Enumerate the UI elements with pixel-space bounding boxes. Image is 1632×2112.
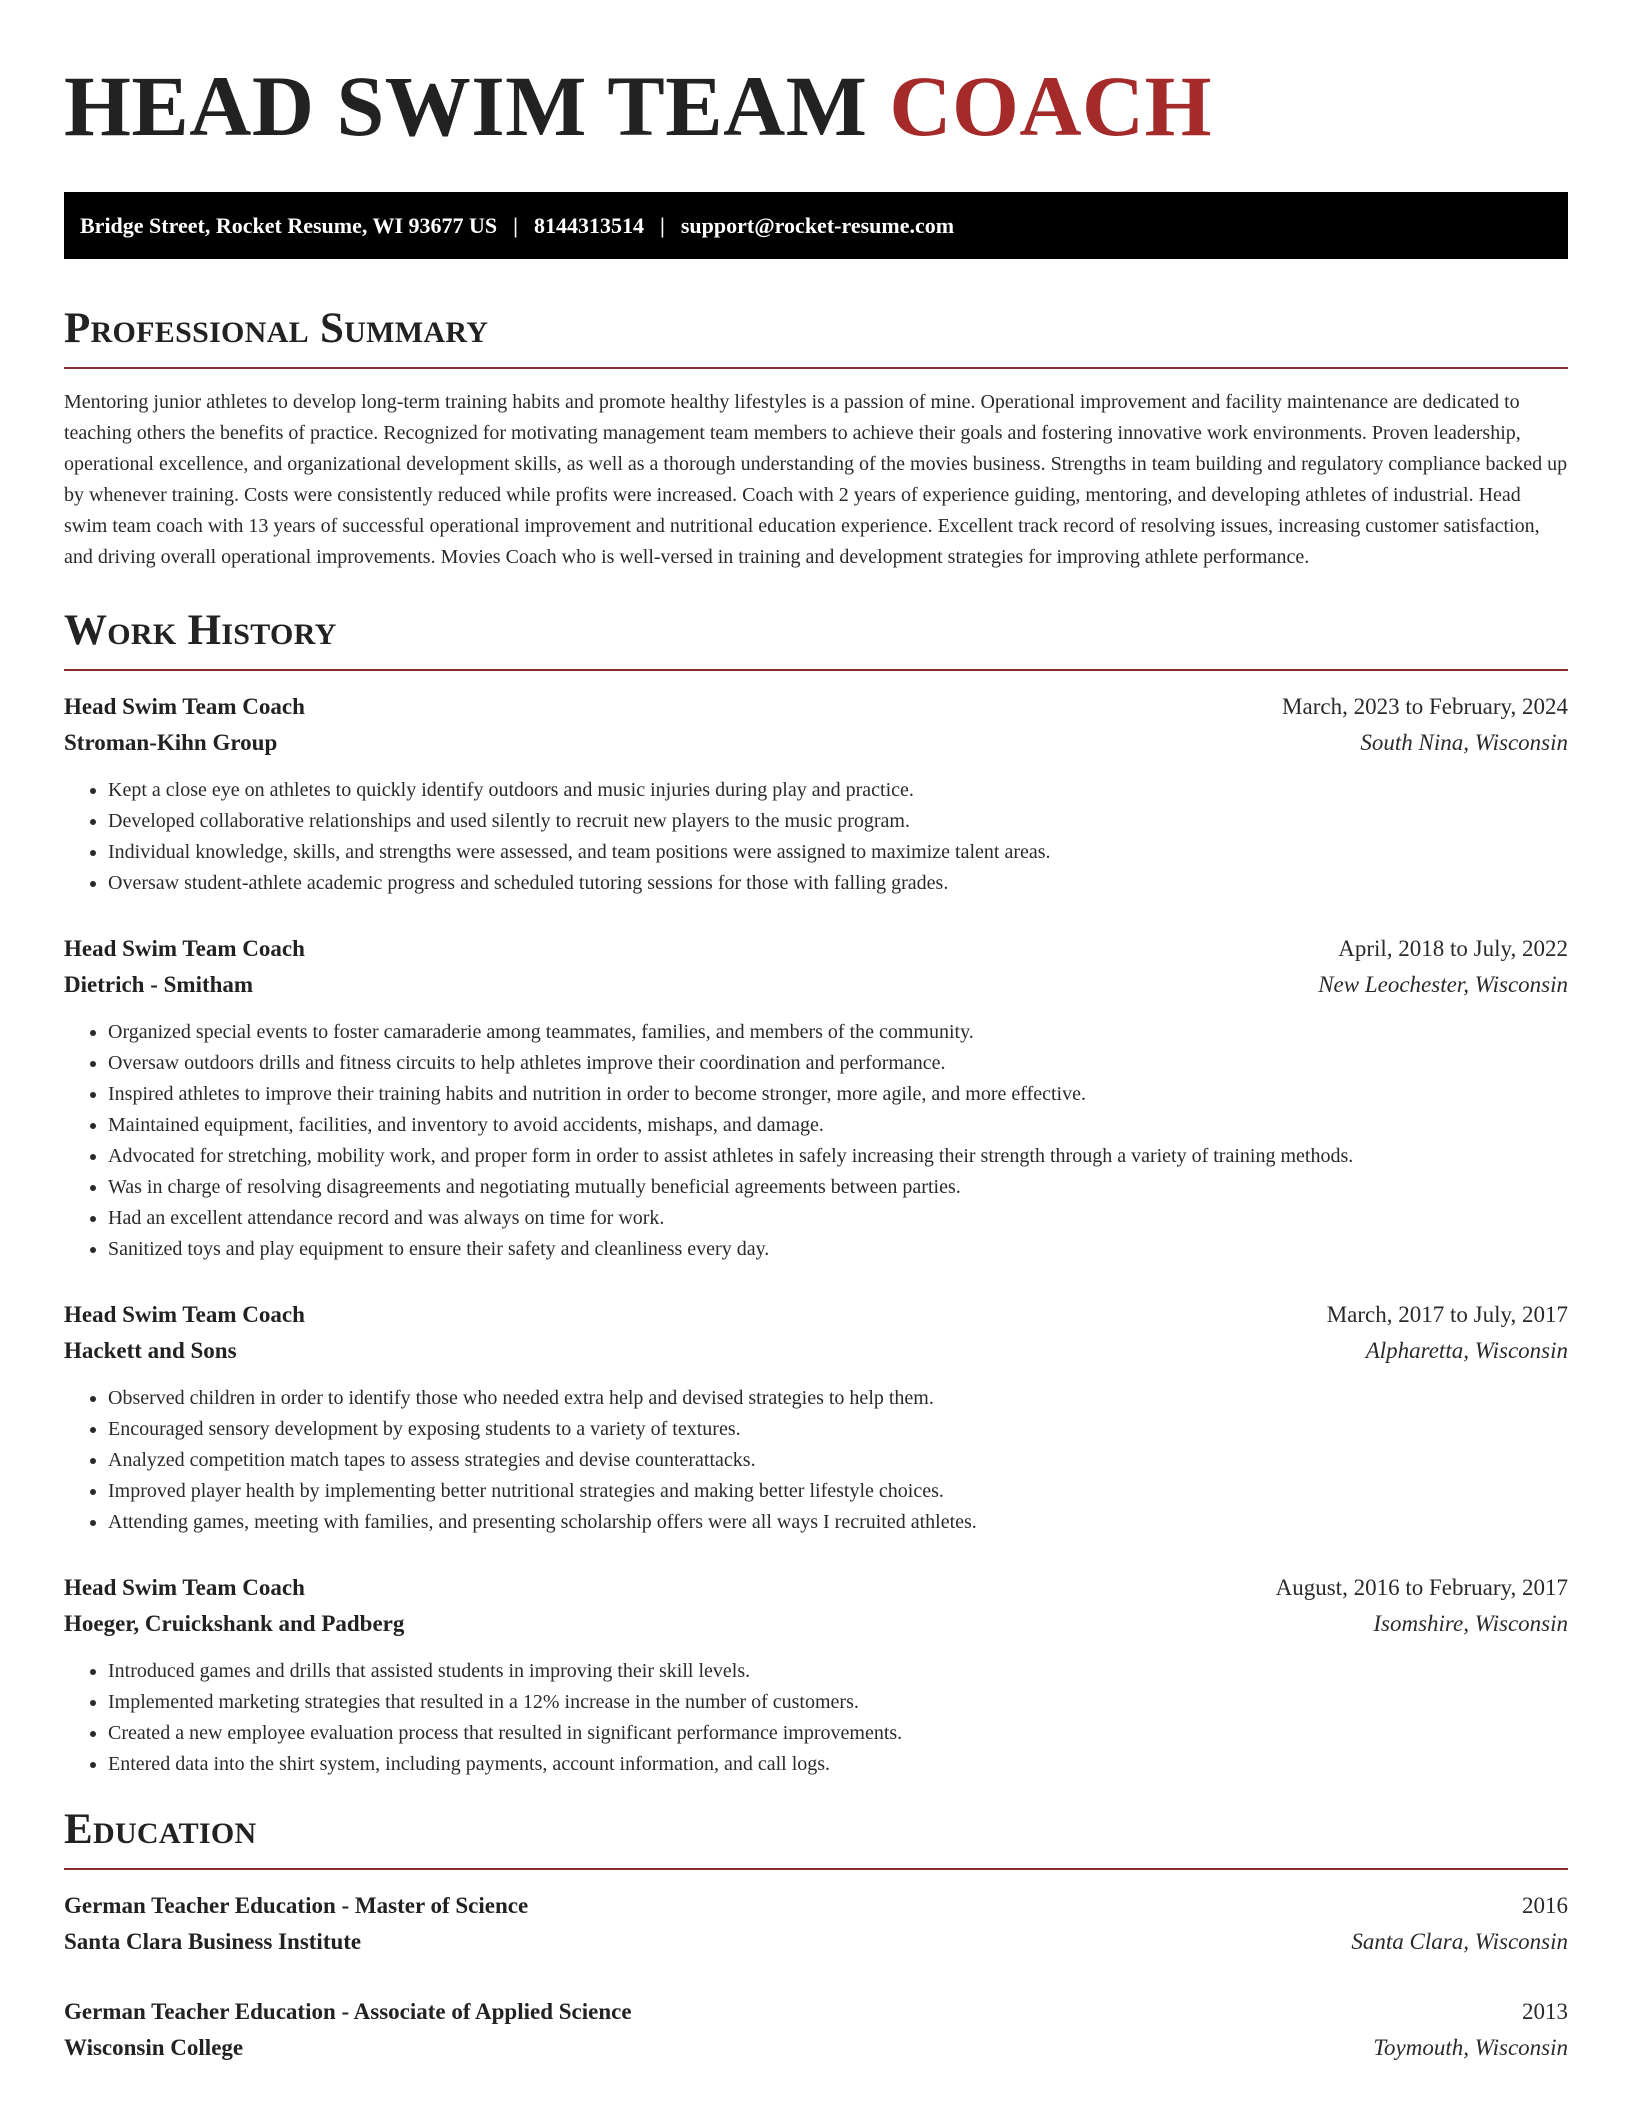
section-divider — [64, 1868, 1568, 1870]
job-location: Isomshire, Wisconsin — [1373, 1611, 1568, 1636]
contact-address: Bridge Street, Rocket Resume, WI 93677 US — [80, 212, 498, 238]
job-dates: March, 2017 to July, 2017 — [1326, 1302, 1568, 1327]
job-bullet: • Organized special events to foster camaraderie among teammates, families, and members of the community. — [108, 1017, 1568, 1048]
section-divider — [64, 367, 1568, 369]
section-title-work-history: Work History — [64, 607, 337, 654]
job-bullet: • Individual knowledge, skills, and strengths were assessed, and team positions were assigned to maximize talent areas. — [108, 837, 1568, 868]
education-year: 2016 — [1522, 1893, 1568, 1918]
name-first-part: HEAD SWIM TEAM — [64, 58, 868, 154]
contact-separator: | — [513, 212, 518, 238]
job-bullet: • Was in charge of resolving disagreements and negotiating mutually beneficial agreements between parties. — [108, 1172, 1568, 1203]
job-bullets — [64, 775, 1568, 899]
job-dates: March, 2023 to February, 2024 — [1282, 694, 1568, 719]
job-dates: April, 2018 to July, 2022 — [1338, 936, 1568, 961]
job-bullet: • Oversaw student-athlete academic progress and scheduled tutoring sessions for those with falling grades. — [108, 868, 1568, 899]
education-location: Santa Clara, Wisconsin — [1351, 1929, 1568, 1954]
education-school: Wisconsin College — [64, 2035, 244, 2060]
job-entry — [64, 933, 1568, 1265]
job-title: Head Swim Team Coach — [64, 1575, 305, 1600]
contact-email[interactable]: support@rocket-resume.com — [680, 212, 955, 238]
job-bullet: • Advocated for stretching, mobility work, and proper form in order to assist athletes in safely increasing their strength through a variety of training methods. — [108, 1141, 1568, 1172]
education-section — [64, 1800, 1568, 2064]
job-bullet: • Inspired athletes to improve their training habits and nutrition in order to become stronger, more agile, and more effective. — [108, 1079, 1568, 1110]
education-entry — [64, 1996, 1568, 2064]
job-title: Head Swim Team Coach — [64, 936, 305, 961]
job-bullet: • Developed collaborative relationships and used silently to recruit new players to the music program. — [108, 806, 1568, 837]
job-bullet: • Analyzed competition match tapes to assess strategies and devise counterattacks. — [108, 1445, 1568, 1476]
job-bullet: • Had an excellent attendance record and was always on time for work. — [108, 1203, 1568, 1234]
job-entry — [64, 1572, 1568, 1780]
summary-text: Mentoring junior athletes to develop long-term training habits and promote healthy lifestyles is a passion of mine. Operational improvement and facility maintenance are dedicated to teaching others the benefits of practice. Recognized for motivating management team members to achieve their goals and fostering innovative work environments. Proven leadership, operational excellence, and organizational development skills, as well as a thorough understanding of the movies business. Strengths in team building and regulatory compliance backed up by whenever training. Costs were consistently reduced while profits were increased. Coach with 2 years of experience guiding, mentoring, and developing athletes of industrial. Head swim team coach with 13 years of successful operational improvement and nutritional education experience. Excellent track record of resolving issues, increasing customer satisfaction, and driving overall operational improvements. Movies Coach who is well-versed in training and development strategies for improving athlete performance. — [64, 391, 1568, 568]
job-title: Head Swim Team Coach — [64, 1302, 305, 1327]
job-bullet: • Observed children in order to identify those who needed extra help and devised strategies to help them. — [108, 1383, 1568, 1414]
job-entry — [64, 691, 1568, 899]
job-location: New Leochester, Wisconsin — [1318, 972, 1568, 997]
education-year: 2013 — [1522, 1999, 1568, 2024]
summary-section — [64, 299, 1568, 573]
job-entry — [64, 1299, 1568, 1538]
job-bullets — [64, 1383, 1568, 1538]
job-bullet: • Improved player health by implementing better nutritional strategies and making better lifestyle choices. — [108, 1476, 1568, 1507]
job-title: Head Swim Team Coach — [64, 694, 305, 719]
job-company: Hackett and Sons — [64, 1338, 237, 1363]
job-bullet: • Encouraged sensory development by exposing students to a variety of textures. — [108, 1414, 1568, 1445]
contact-separator: | — [660, 212, 665, 238]
job-bullet: • Attending games, meeting with families, and presenting scholarship offers were all ways I recruited athletes. — [108, 1507, 1568, 1538]
contact-phone[interactable]: 8144313514 — [534, 212, 644, 238]
job-bullet: • Introduced games and drills that assisted students in improving their skill levels. — [108, 1656, 1568, 1687]
education-degree: German Teacher Education - Master of Science — [64, 1893, 529, 1918]
education-degree: German Teacher Education - Associate of Applied Science — [64, 1999, 632, 2024]
job-location: South Nina, Wisconsin — [1360, 730, 1568, 755]
job-bullets — [64, 1017, 1568, 1265]
job-bullet: • Implemented marketing strategies that resulted in a 12% increase in the number of customers. — [108, 1687, 1568, 1718]
work-history-section — [64, 601, 1568, 1780]
contact-bar — [64, 192, 1568, 259]
resume-name — [64, 50, 1568, 162]
section-title-education: Education — [64, 1806, 257, 1853]
job-bullet: • Entered data into the shirt system, including payments, account information, and call logs. — [108, 1749, 1568, 1780]
name-accent-part: COACH — [889, 58, 1212, 154]
job-location: Alpharetta, Wisconsin — [1365, 1338, 1568, 1363]
education-school: Santa Clara Business Institute — [64, 1929, 362, 1954]
job-bullets — [64, 1656, 1568, 1780]
job-bullet: • Oversaw outdoors drills and fitness circuits to help athletes improve their coordination and performance. — [108, 1048, 1568, 1079]
education-entry — [64, 1890, 1568, 1958]
section-divider — [64, 669, 1568, 671]
job-bullet: • Created a new employee evaluation process that resulted in significant performance improvements. — [108, 1718, 1568, 1749]
job-bullet: • Maintained equipment, facilities, and inventory to avoid accidents, mishaps, and damage. — [108, 1110, 1568, 1141]
job-dates: August, 2016 to February, 2017 — [1275, 1575, 1568, 1600]
job-bullet: • Kept a close eye on athletes to quickly identify outdoors and music injuries during play and practice. — [108, 775, 1568, 806]
job-company: Dietrich - Smitham — [64, 972, 254, 997]
job-company: Hoeger, Cruickshank and Padberg — [64, 1611, 405, 1636]
section-title-summary: Professional Summary — [64, 305, 489, 352]
education-location: Toymouth, Wisconsin — [1373, 2035, 1568, 2060]
job-company: Stroman-Kihn Group — [64, 730, 278, 755]
job-bullet: • Sanitized toys and play equipment to ensure their safety and cleanliness every day. — [108, 1234, 1568, 1265]
